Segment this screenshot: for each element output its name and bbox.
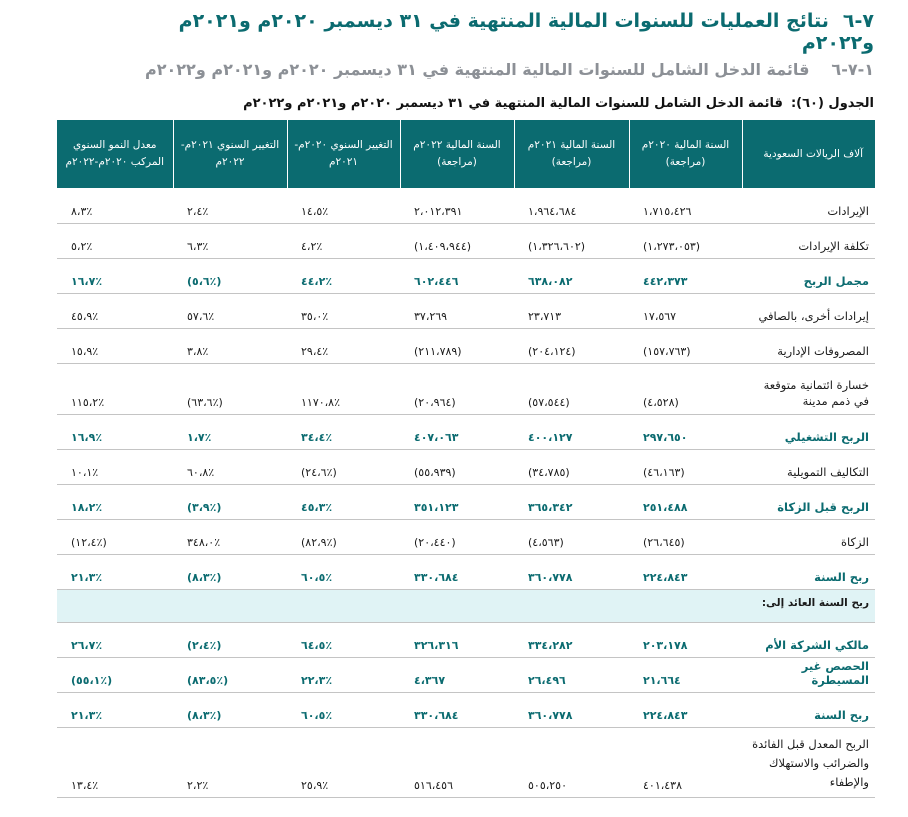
cell-v2021: ٢٣،٧١٣: [514, 293, 629, 328]
row-label: تكلفة الإيرادات: [742, 223, 875, 258]
table-row: [57, 727, 875, 797]
cell-v2021: ٤٠٠،١٢٧: [514, 414, 629, 449]
cell-cagr: ١٨،٢٪: [57, 484, 173, 519]
cell-c2021: ٢٥،٩٪: [287, 727, 400, 797]
cell-v2021: ٣٣٤،٢٨٢: [514, 622, 629, 657]
table-row: [57, 692, 875, 727]
cell-c2022: ٢،٤٪: [173, 188, 287, 223]
cell-v2020: ٤٠١،٤٣٨: [629, 727, 742, 797]
cell-c2021: ٣٤،٤٪: [287, 414, 400, 449]
cell-cagr: ١٣،٤٪: [57, 727, 173, 797]
table-row: [57, 449, 875, 484]
cell-c2021: ١١٧٠،٨٪: [287, 363, 400, 414]
cell-v2022: (٢٠،٤٤٠): [400, 519, 514, 554]
cell-c2022: (٨،٣٪): [173, 554, 287, 589]
cell-c2021: ٤٤،٢٪: [287, 258, 400, 293]
row-label: الربح التشغيلي: [742, 414, 875, 449]
cell-c2022: (٣،٩٪): [173, 484, 287, 519]
cell-v2022: (٢١١،٧٨٩): [400, 328, 514, 363]
cell-v2021: (١،٣٢٦،٦٠٢): [514, 223, 629, 258]
table-row: [57, 554, 875, 589]
table-row: [57, 657, 875, 692]
cell-c2021: ٦٠،٥٪: [287, 554, 400, 589]
cell-cagr: ١٥،٩٪: [57, 328, 173, 363]
cell-cagr: ١٠،١٪: [57, 449, 173, 484]
cell-v2022: ٤٠٧،٠٦٣: [400, 414, 514, 449]
table-header-row: [57, 120, 875, 188]
cell-c2022: ٦،٣٪: [173, 223, 287, 258]
cell-v2021: (٣٤،٧٨٥): [514, 449, 629, 484]
cell-c2021: ١٤،٥٪: [287, 188, 400, 223]
cell-v2020: ٢٩٧،٦٥٠: [629, 414, 742, 449]
cell-cagr: ٤٥،٩٪: [57, 293, 173, 328]
section-title: نتائج العمليات للسنوات المالية المنتهية في ٣١ ديسمبر ٢٠٢٠م و٢٠٢١م و٢٠٢٢م: [178, 10, 874, 54]
cell-c2021: ٦٤،٥٪: [287, 622, 400, 657]
row-label: الربح المعدل قبل الفائدة والضرائب والاستهلاك والإطفاء: [742, 727, 875, 797]
table-row: [57, 293, 875, 328]
cell-c2021: ٤،٢٪: [287, 223, 400, 258]
cell-c2022: ٣،٨٪: [173, 328, 287, 363]
column-header: التغيير السنوي ٢٠٢١م- ٢٠٢٢م: [173, 120, 287, 188]
cell-v2020: (١٥٧،٧٦٣): [629, 328, 742, 363]
cell-v2020: ٢١،٦٦٤: [629, 657, 742, 692]
table-row: [57, 223, 875, 258]
cell-v2020: ٢٢٤،٨٤٣: [629, 692, 742, 727]
cell-v2020: (٤٦،١٦٣): [629, 449, 742, 484]
table-row: [57, 363, 875, 414]
table-caption-text: قائمة الدخل الشامل للسنوات المالية المنتهية في ٣١ ديسمبر ٢٠٢٠م و٢٠٢١م و٢٠٢٢م: [243, 96, 783, 111]
table-caption: [180, 96, 874, 111]
column-header: السنة المالية ٢٠٢٢م (مراجعة): [400, 120, 514, 188]
column-header: معدل النمو السنوي المركب ٢٠٢٠م-٢٠٢٢م: [57, 120, 173, 188]
cell-c2022: (٢،٤٪): [173, 622, 287, 657]
cell-c2021: (٨٢،٩٪): [287, 519, 400, 554]
column-header: آلاف الريالات السعودية: [742, 120, 875, 188]
row-label: الحصص غير المسيطرة: [742, 657, 875, 692]
cell-v2020: ٢٢٤،٨٤٣: [629, 554, 742, 589]
subsection-heading: [120, 60, 874, 79]
cell-v2021: ٣٦٠،٧٧٨: [514, 554, 629, 589]
table-body: [57, 188, 875, 797]
cell-cagr: ٥،٢٪: [57, 223, 173, 258]
cell-v2022: ٣٣٠،٦٨٤: [400, 692, 514, 727]
income-statement-table: [57, 120, 875, 798]
cell-v2022: (٥٥،٩٣٩): [400, 449, 514, 484]
cell-v2022: (٢٠،٩٦٤): [400, 363, 514, 414]
cell-v2022: ٦٠٢،٤٤٦: [400, 258, 514, 293]
row-label: المصروفات الإدارية: [742, 328, 875, 363]
cell-v2022: ٣٥١،١٢٣: [400, 484, 514, 519]
cell-cagr: ٢١،٣٪: [57, 692, 173, 727]
column-header: السنة المالية ٢٠٢٠م (مراجعة): [629, 120, 742, 188]
cell-v2021: ٣٦٠،٧٧٨: [514, 692, 629, 727]
cell-v2021: (٥٧،٥٤٤): [514, 363, 629, 414]
section-heading: [150, 10, 874, 54]
table-row: [57, 414, 875, 449]
cell-v2020: ٢٥١،٤٨٨: [629, 484, 742, 519]
section-row: [57, 589, 875, 622]
row-label: الربح قبل الزكاة: [742, 484, 875, 519]
cell-cagr: ١٦،٧٪: [57, 258, 173, 293]
cell-c2022: (٨٣،٥٪): [173, 657, 287, 692]
cell-v2021: (٢٠٤،١٢٤): [514, 328, 629, 363]
subsection-title: قائمة الدخل الشامل للسنوات المالية المنتهية في ٣١ ديسمبر ٢٠٢٠م و٢٠٢١م و٢٠٢٢م: [145, 60, 810, 79]
row-label: الإيرادات: [742, 188, 875, 223]
column-header: التغيير السنوي ٢٠٢٠م- ٢٠٢١م: [287, 120, 400, 188]
cell-v2020: ٢٠٣،١٧٨: [629, 622, 742, 657]
table-row: [57, 519, 875, 554]
cell-v2022: ٣٧،٢٦٩: [400, 293, 514, 328]
table-row: [57, 328, 875, 363]
cell-c2022: (٥،٦٪): [173, 258, 287, 293]
table-caption-label: الجدول (٦٠):: [790, 96, 874, 111]
cell-c2021: ٢٢،٣٪: [287, 657, 400, 692]
cell-c2022: ٦٠،٨٪: [173, 449, 287, 484]
subsection-number: ١-٧-٦: [831, 60, 874, 79]
table-row: [57, 622, 875, 657]
row-label: مالكي الشركة الأم: [742, 622, 875, 657]
cell-c2021: (٢٤،٦٪): [287, 449, 400, 484]
cell-v2022: ٣٣٠،٦٨٤: [400, 554, 514, 589]
cell-cagr: (١٢،٤٪): [57, 519, 173, 554]
cell-v2021: ١،٩٦٤،٦٨٤: [514, 188, 629, 223]
cell-v2022: ٣٢٦،٣١٦: [400, 622, 514, 657]
row-label: إيرادات أخرى، بالصافي: [742, 293, 875, 328]
cell-cagr: ١٦،٩٪: [57, 414, 173, 449]
cell-v2020: ١٧،٥٦٧: [629, 293, 742, 328]
cell-v2020: (١،٢٧٣،٠٥٣): [629, 223, 742, 258]
column-header: السنة المالية ٢٠٢١م (مراجعة): [514, 120, 629, 188]
section-number: ٧-٦: [842, 10, 874, 32]
cell-v2022: ٤،٣٦٧: [400, 657, 514, 692]
cell-c2022: (٦٣،٦٪): [173, 363, 287, 414]
row-label: ربح السنة: [742, 554, 875, 589]
row-label: الزكاة: [742, 519, 875, 554]
cell-v2020: (٢٦،٦٤٥): [629, 519, 742, 554]
cell-v2021: ٣٦٥،٣٤٢: [514, 484, 629, 519]
cell-v2021: ٦٣٨،٠٨٢: [514, 258, 629, 293]
cell-v2020: ٤٤٢،٣٧٣: [629, 258, 742, 293]
cell-cagr: ١١٥،٢٪: [57, 363, 173, 414]
cell-c2022: ١،٧٪: [173, 414, 287, 449]
table-row: [57, 188, 875, 223]
cell-v2020: ١،٧١٥،٤٢٦: [629, 188, 742, 223]
cell-c2021: ٦٠،٥٪: [287, 692, 400, 727]
cell-v2021: ٥٠٥،٢٥٠: [514, 727, 629, 797]
cell-cagr: (٥٥،١٪): [57, 657, 173, 692]
row-label: مجمل الربح: [742, 258, 875, 293]
cell-c2021: ٢٩،٤٪: [287, 328, 400, 363]
cell-v2021: ٢٦،٤٩٦: [514, 657, 629, 692]
cell-c2022: ٢،٢٪: [173, 727, 287, 797]
row-label: التكاليف التمويلية: [742, 449, 875, 484]
section-label: ربح السنة العائد إلى:: [57, 589, 875, 622]
row-label: خسارة ائتمانية متوقعة في ذمم مدينة: [742, 363, 875, 414]
cell-v2021: (٤،٥٦٣): [514, 519, 629, 554]
table-row: [57, 258, 875, 293]
table-row: [57, 484, 875, 519]
cell-v2020: (٤،٥٢٨): [629, 363, 742, 414]
cell-c2022: ٥٧،٦٪: [173, 293, 287, 328]
cell-c2021: ٤٥،٣٪: [287, 484, 400, 519]
cell-cagr: ٢١،٣٪: [57, 554, 173, 589]
cell-c2022: (٨،٣٪): [173, 692, 287, 727]
cell-c2022: ٣٤٨،٠٪: [173, 519, 287, 554]
cell-cagr: ٨،٣٪: [57, 188, 173, 223]
cell-v2022: (١،٤٠٩،٩٤٤): [400, 223, 514, 258]
row-label: ربح السنة: [742, 692, 875, 727]
cell-v2022: ٥١٦،٤٥٦: [400, 727, 514, 797]
cell-cagr: ٢٦،٧٪: [57, 622, 173, 657]
cell-v2022: ٢،٠١٢،٣٩١: [400, 188, 514, 223]
cell-c2021: ٣٥،٠٪: [287, 293, 400, 328]
